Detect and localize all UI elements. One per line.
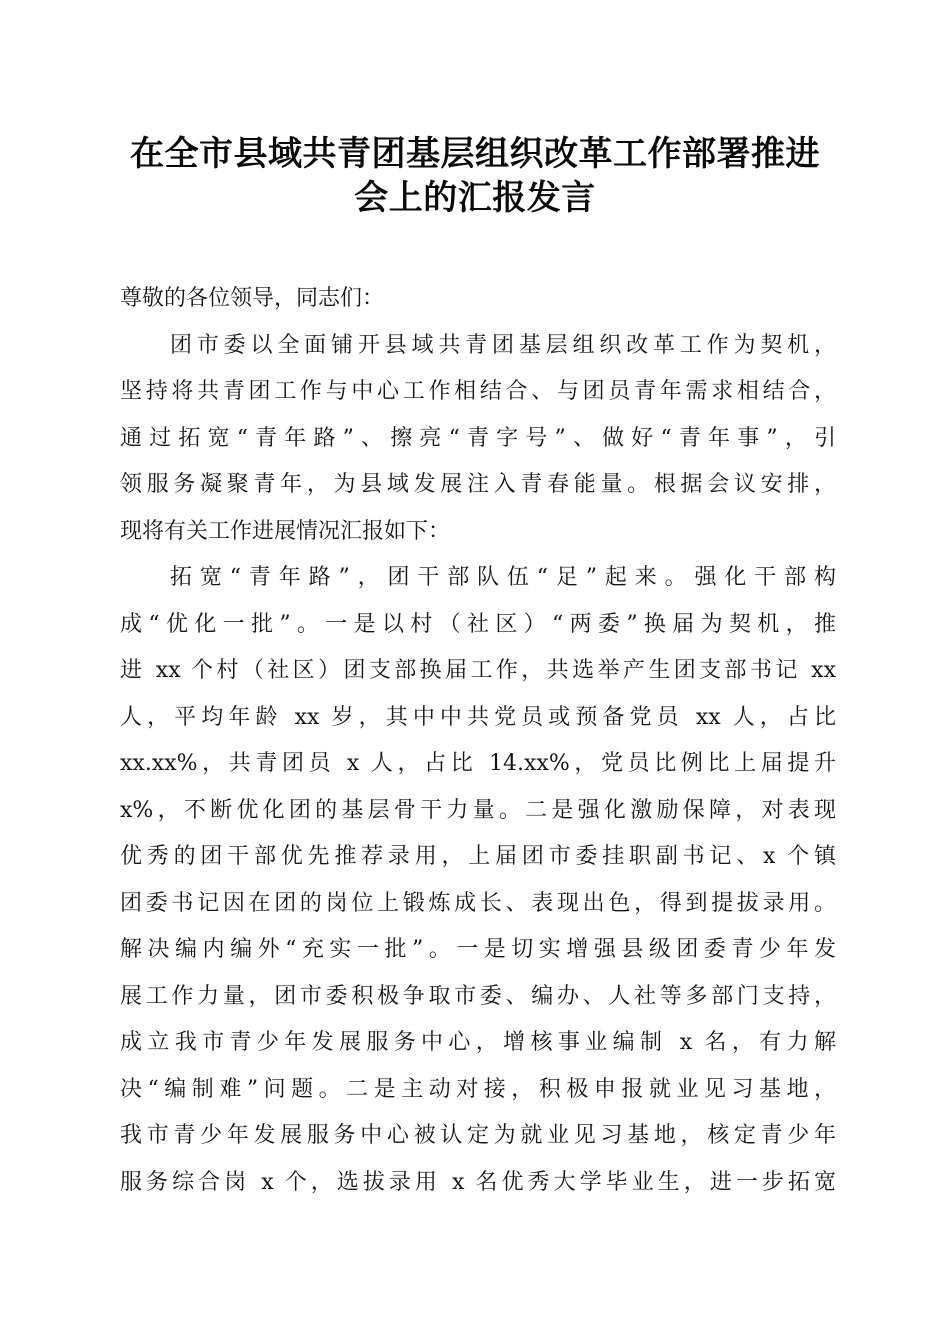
title-line: 会上的汇报发言 — [354, 178, 596, 218]
paragraph-line: x%，不断优化团的基层骨干力量。二是强化激励保障，对表现 — [120, 797, 836, 823]
paragraph-line: 人，平均年龄 xx 岁，其中中共党员或预备党员 xx 人，占比 — [120, 704, 836, 730]
paragraph-line: 通过拓宽“青年路”、擦亮“青字号”、做好“青年事”，引 — [120, 425, 836, 451]
paragraph-line: 团市委以全面铺开县域共青团基层组织改革工作为契机， — [170, 332, 836, 358]
paragraph-line: 成立我市青少年发展服务中心，增核事业编制 x 名，有力解 — [120, 1030, 836, 1055]
paragraph-line: 成“优化一批”。一是以村（社区）“两委”换届为契机，推 — [120, 611, 836, 637]
paragraph-line: 我市青少年发展服务中心被认定为就业见习基地，核定青少年 — [120, 1123, 836, 1148]
paragraph-line: 决“编制难”问题。二是主动对接，积极申报就业见习基地， — [120, 1076, 836, 1102]
paragraph-line: 进 xx 个村（社区）团支部换届工作，共选举产生团支部书记 xx — [120, 658, 836, 683]
title-line: 在全市县域共青团基层组织改革工作部署推进 — [130, 134, 820, 174]
document-title — [100, 132, 850, 220]
paragraph-line: 坚持将共青团工作与中心工作相结合、与团员青年需求相结合， — [120, 379, 836, 404]
paragraph-line: xx.xx%，共青团员 x 人，占比 14.xx%，党员比例比上届提升 — [120, 751, 836, 776]
paragraph-line: 优秀的团干部优先推荐录用，上届团市委挂职副书记、x 个镇 — [120, 844, 836, 869]
paragraph-line: 拓宽“青年路”，团干部队伍“足”起来。强化干部构 — [170, 565, 836, 590]
salutation: 尊敬的各位领导，同志们： — [120, 286, 385, 311]
paragraph-line: 团委书记因在团的岗位上锻炼成长、表现出色，得到提拔录用。 — [120, 890, 836, 916]
paragraph-line: 解决编内编外“充实一批”。一是切实增强县级团委青少年发 — [120, 937, 836, 962]
document-body — [120, 276, 836, 1206]
paragraph-line: 服务综合岗 x 个，选拔录用 x 名优秀大学毕业生，进一步拓宽 — [120, 1169, 836, 1195]
paragraph-line: 领服务凝聚青年，为县域发展注入青春能量。根据会议安排， — [120, 472, 836, 497]
paragraph-line: 展工作力量，团市委积极争取市委、编办、人社等多部门支持， — [120, 983, 836, 1009]
paragraph-line: 现将有关工作进展情况汇报如下： — [120, 518, 451, 544]
